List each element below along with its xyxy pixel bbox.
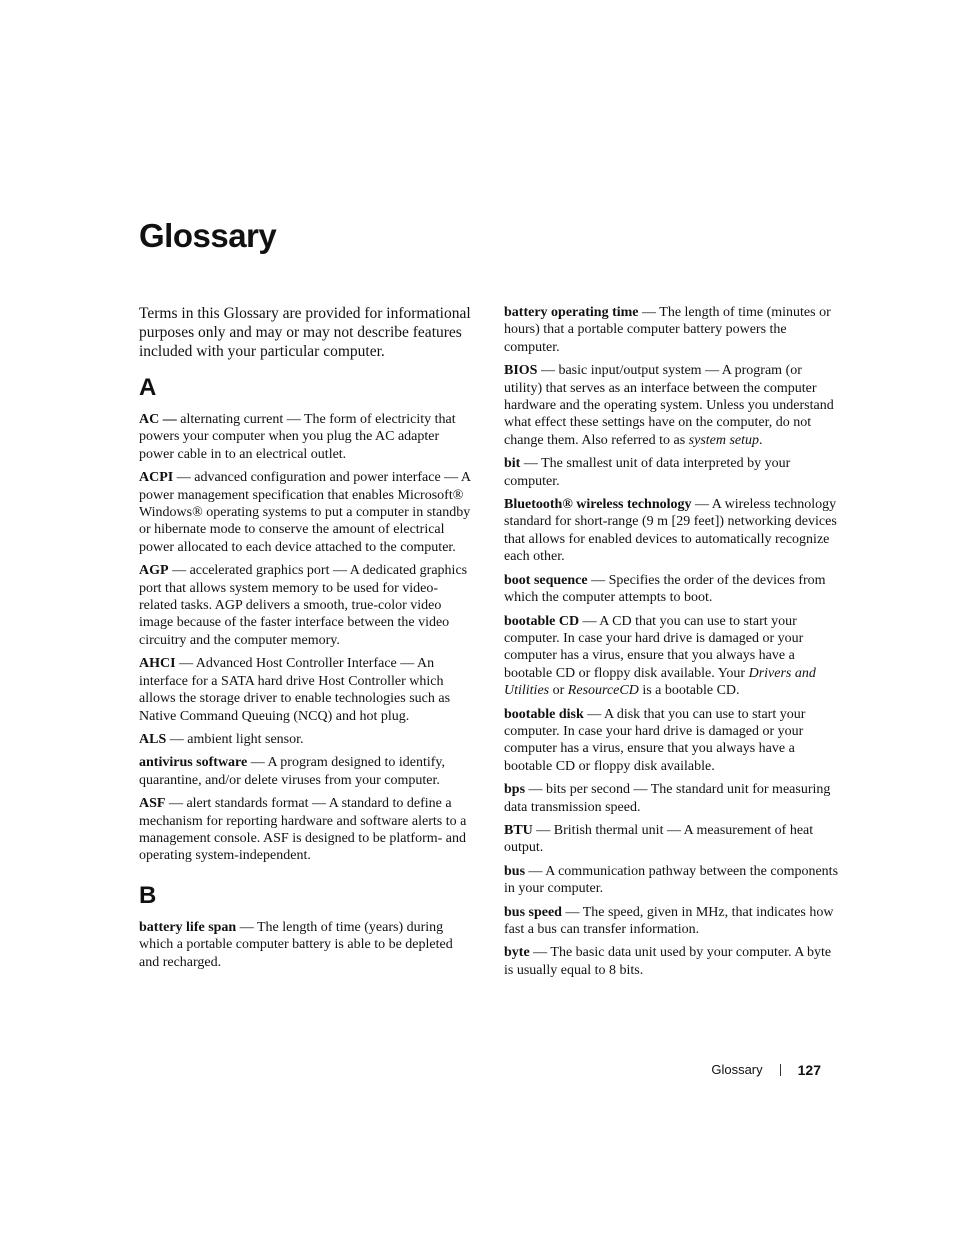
glossary-entry-bootable-cd xyxy=(504,613,842,700)
entry-term: byte xyxy=(504,945,530,961)
glossary-entry-asf xyxy=(139,795,476,865)
entry-italic-text: ResourceCD xyxy=(567,683,639,699)
section-heading-a: A xyxy=(139,374,157,401)
glossary-entry-acpi xyxy=(139,469,476,556)
entry-definition: — Specifies the order of the devices from which the computer attempts to boot. xyxy=(504,572,826,606)
entry-definition: — A program designed to identify, quarantine, and/or delete viruses from your computer. xyxy=(139,755,446,788)
entry-term: AC — xyxy=(139,412,177,427)
entry-definition-tail: is a bootable CD. xyxy=(638,683,740,699)
entry-definition-mid: or xyxy=(549,683,568,699)
entry-definition: — basic input/output system — A program (or utility) that serves as an interface between the computer hardware and the operating system. Unless you understand what effect these settings have on the computer, do not change them. Also referred to as xyxy=(504,363,834,448)
page-number: 127 xyxy=(797,1062,821,1078)
glossary-entry-byte xyxy=(504,944,842,979)
entry-definition: — British thermal unit — A measurement of heat output. xyxy=(504,822,814,856)
entry-definition: — A CD that you can use to start your computer. In case your hard drive is damaged or your computer has a virus, ensure that you always have a bootable CD or floppy disk available. Your xyxy=(504,613,804,681)
entry-term: boot sequence xyxy=(504,572,588,588)
glossary-entry-bus xyxy=(504,863,842,898)
glossary-entry-battery-life-span xyxy=(139,919,476,971)
entry-definition: — The speed, given in MHz, that indicates how fast a bus can transfer information. xyxy=(504,904,834,937)
entry-definition: — A disk that you can use to start your computer. In case your hard drive is damaged or your computer has a virus, ensure that you always have a bootable CD or floppy disk available. xyxy=(504,706,806,774)
entry-definition: — The length of time (years) during which a portable computer battery is able to be depleted and recharged. xyxy=(139,919,453,970)
entry-definition: — bits per second — The standard unit for measuring data transmission speed. xyxy=(504,782,831,815)
entry-term: bus speed xyxy=(504,904,562,920)
footer-divider xyxy=(780,1064,781,1076)
entry-term: AGP xyxy=(139,563,169,579)
entry-definition: — alert standards format — A standard to define a mechanism for reporting hardware and software alerts to a management console. ASF is designed to be platform- and operating system-independent. xyxy=(139,796,467,864)
glossary-entry-als xyxy=(139,731,476,748)
entry-definition: — ambient light sensor. xyxy=(166,731,304,747)
glossary-entry-bps xyxy=(504,781,842,816)
glossary-entry-bootable-disk xyxy=(504,706,842,776)
glossary-entry-bus-speed xyxy=(504,904,842,939)
glossary-entry-boot-sequence xyxy=(504,572,842,607)
glossary-entry-battery-operating-time xyxy=(504,304,842,356)
glossary-entry-agp xyxy=(139,562,476,649)
right-column xyxy=(504,304,842,985)
entry-term: battery operating time xyxy=(504,305,639,320)
page-footer xyxy=(711,1060,821,1080)
entry-definition: — A wireless technology standard for short-range (9 m [29 feet]) networking devices that allows for enabled devices to automatically recognize each other. xyxy=(504,497,837,565)
entry-term: bit xyxy=(504,456,521,472)
entry-definition: — The smallest unit of data interpreted by your computer. xyxy=(504,456,791,489)
entry-definition: — advanced configuration and power interface — A power management specification that enables Microsoft® Windows® operating systems to put a computer in standby or hibernate mode to conserve the amount of electrical power allocated to each device attached to the computer. xyxy=(139,470,471,555)
entry-definition: — The basic data unit used by your computer. A byte is usually equal to 8 bits. xyxy=(504,945,832,978)
glossary-entry-bit xyxy=(504,455,842,490)
entry-definition: alternating current — The form of electricity that powers your computer when you plug the AC adapter power cable in to an electrical outlet. xyxy=(139,412,456,462)
intro-paragraph: Terms in this Glossary are provided for informational purposes only and may or may not describe features included with your particular computer. xyxy=(139,305,471,360)
entry-term: antivirus software xyxy=(139,755,248,771)
entry-italic-text: system setup xyxy=(688,432,760,448)
entry-term: ALS xyxy=(139,731,167,747)
entry-term: bootable disk xyxy=(504,706,584,722)
page-title: Glossary xyxy=(139,217,277,254)
entry-definition-tail: . xyxy=(759,432,763,448)
section-heading-b: B xyxy=(139,881,157,909)
glossary-entry-btu xyxy=(504,822,842,857)
glossary-entry-antivirus-software xyxy=(139,754,476,789)
entry-definition: — Advanced Host Controller Interface — An interface for a SATA hard drive Host Controller which allows the storage driver to enable technologies such as Native Command Queuing (NCQ) and hot plug. xyxy=(139,656,451,724)
entry-term: Bluetooth® wireless technology xyxy=(504,497,692,513)
entry-term: ACPI xyxy=(139,470,174,486)
entry-term: bus xyxy=(504,863,526,879)
entry-term: AHCI xyxy=(139,656,176,672)
entry-term: battery life span xyxy=(139,919,237,935)
glossary-entry-ac xyxy=(139,411,476,463)
glossary-entry-ahci xyxy=(139,655,476,725)
footer-section-label: Glossary xyxy=(711,1062,763,1077)
entry-term: BIOS xyxy=(504,363,538,379)
glossary-entry-bluetooth xyxy=(504,496,842,566)
entry-italic-text: Drivers and Utilities xyxy=(504,665,816,699)
left-column xyxy=(139,304,476,977)
entry-definition: — The length of time (minutes or hours) that a portable computer battery powers the computer. xyxy=(504,305,831,355)
entry-definition: — A communication pathway between the components in your computer. xyxy=(504,863,839,897)
entry-definition: — accelerated graphics port — A dedicated graphics port that allows system memory to be used for video-related tasks. AGP delivers a smooth, true-color video image because of the faster interface between the video circuitry and the computer memory. xyxy=(139,563,468,648)
entry-term: bootable CD xyxy=(504,613,580,629)
glossary-entry-bios xyxy=(504,362,842,449)
entry-term: BTU xyxy=(504,822,533,838)
entry-term: ASF xyxy=(139,796,166,812)
entry-term: bps xyxy=(504,782,526,798)
